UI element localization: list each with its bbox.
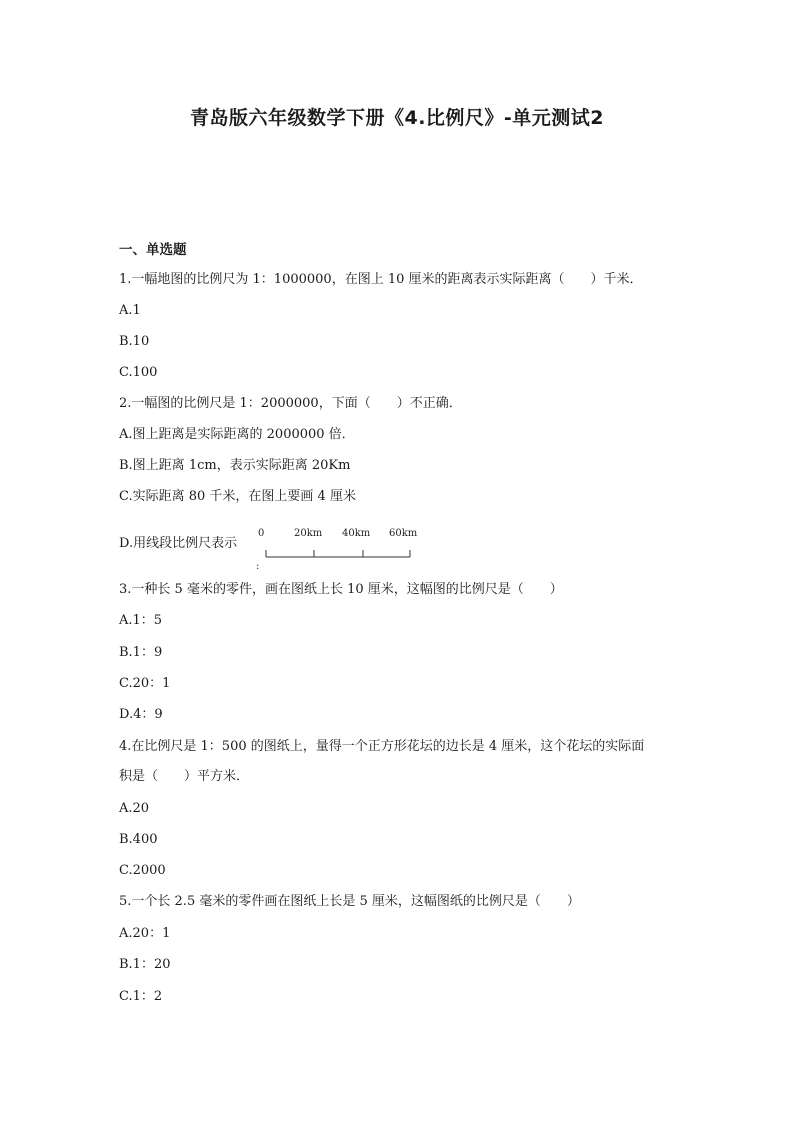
question-3-option-b[interactable]: B.1：9 bbox=[119, 645, 163, 660]
scale-label-20km: 20km bbox=[294, 528, 323, 539]
question-2-stem: 2.一幅图的比例尺是 1：2000000，下面（ ）不正确． bbox=[119, 396, 462, 411]
question-4-stem-continued: 积是（ ）平方米． bbox=[119, 769, 250, 784]
question-5-stem: 5.一个长 2.5 毫米的零件画在图纸上长是 5 厘米，这幅图纸的比例尺是（ ） bbox=[119, 894, 580, 909]
question-1-stem: 1.一幅地图的比例尺为 1：1000000，在图上 10 厘米的距离表示实际距离（ ）千米． bbox=[119, 272, 643, 287]
document-title: 青岛版六年级数学下册《4.比例尺》-单元测试2 bbox=[189, 107, 605, 129]
question-5-option-a[interactable]: A.20：1 bbox=[119, 926, 171, 941]
scale-label-60km: 60km bbox=[389, 528, 418, 539]
question-3-option-c[interactable]: C.20：1 bbox=[119, 676, 171, 691]
question-1-option-b[interactable]: B.10 bbox=[119, 334, 150, 349]
question-3-stem: 3.一种长 5 毫米的零件，画在图纸上长 10 厘米，这幅图的比例尺是（ ） bbox=[119, 582, 563, 597]
scale-label-40km: 40km bbox=[342, 528, 371, 539]
question-1-option-a[interactable]: A.1 bbox=[119, 303, 141, 318]
question-2-option-a[interactable]: A.图上距离是实际距离的 2000000 倍． bbox=[119, 427, 355, 442]
question-2-option-b[interactable]: B.图上距离 1cm，表示实际距离 20Km bbox=[119, 458, 351, 473]
question-4-option-c[interactable]: C.2000 bbox=[119, 863, 166, 878]
question-3-option-d[interactable]: D.4：9 bbox=[119, 707, 163, 722]
question-2-option-d[interactable]: D.用线段比例尺表示 bbox=[119, 536, 238, 551]
scale-colon: : bbox=[256, 561, 260, 572]
scale-label-0: 0 bbox=[258, 528, 265, 539]
question-1-option-c[interactable]: C.100 bbox=[119, 365, 158, 380]
question-3-option-a[interactable]: A.1：5 bbox=[119, 613, 163, 628]
question-5-option-c[interactable]: C.1：2 bbox=[119, 989, 163, 1004]
question-4-stem: 4.在比例尺是 1：500 的图纸上，量得一个正方形花坛的边长是 4 厘米，这个花坛的实际面 bbox=[119, 739, 645, 754]
line-scale-figure bbox=[258, 526, 418, 570]
question-2-option-c[interactable]: C.实际距离 80 千米，在图上要画 4 厘米 bbox=[119, 489, 356, 504]
question-5-option-b[interactable]: B.1：20 bbox=[119, 957, 171, 972]
question-4-option-b[interactable]: B.400 bbox=[119, 832, 158, 847]
section-heading: 一、单选题 bbox=[119, 242, 187, 258]
question-4-option-a[interactable]: A.20 bbox=[119, 801, 150, 816]
